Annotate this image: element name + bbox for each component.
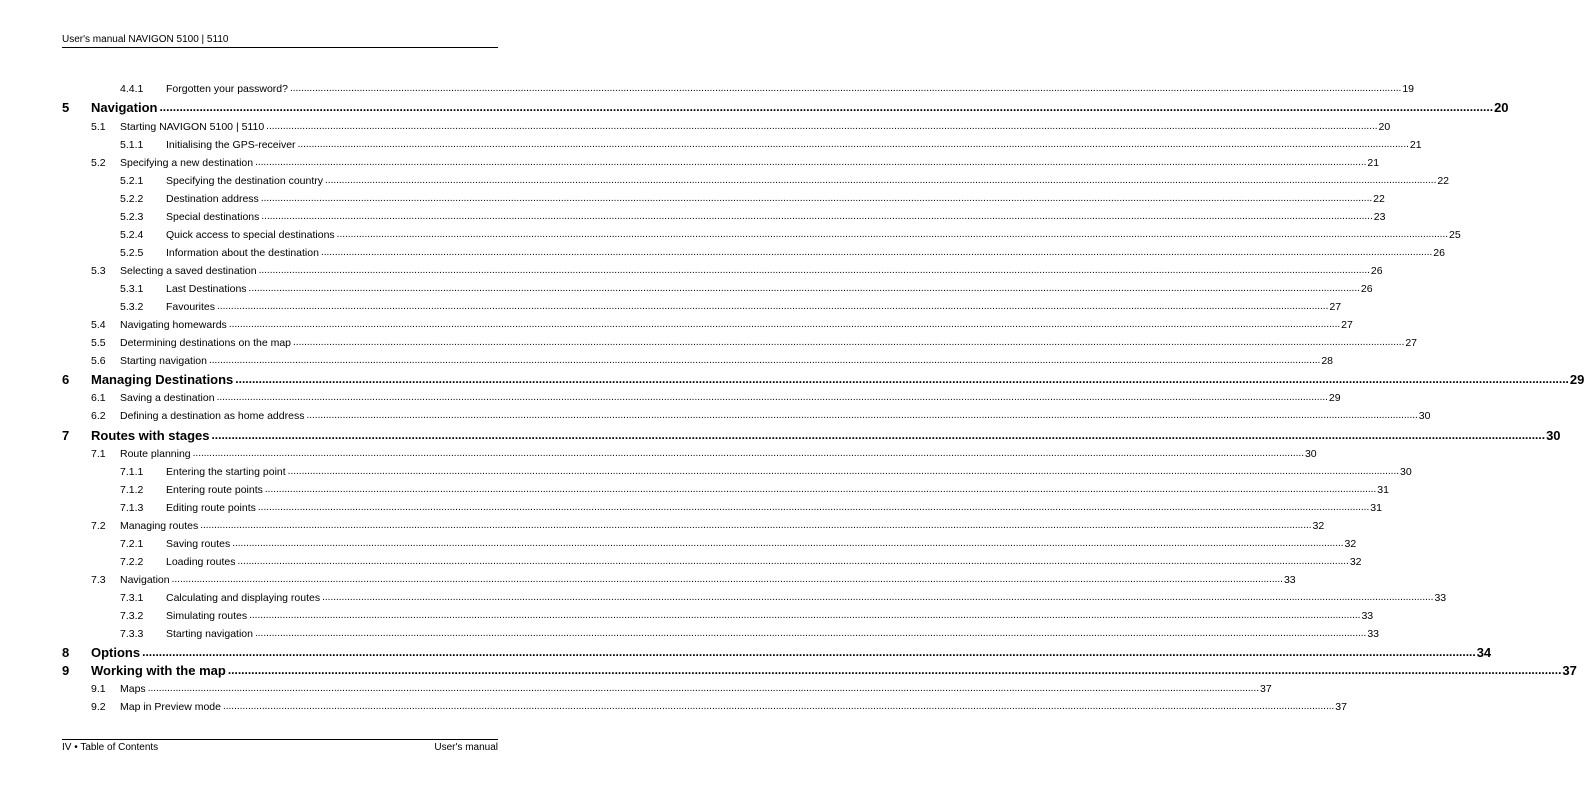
toc-entry-5-3[interactable] — [62, 265, 1383, 278]
toc-entry-title: Starting navigation — [120, 355, 207, 367]
footer-divider — [62, 739, 498, 740]
toc-leader-dots: ................................................................................................................................................................................................................................................................................................................................................................................................................ — [255, 157, 1367, 168]
toc-entry-title: Last Destinations — [166, 283, 247, 295]
toc-leader-dots: ................................................................................................................................................................................................................................................................................................................................................................................................................ — [237, 556, 1349, 567]
toc-leader-dots: ................................................................................................................................................................................................................................................................................................................................................................................................................ — [260, 193, 1373, 204]
toc-leader-dots: ................................................................................................................................................................................................................................................................................................................................................................................................................ — [257, 502, 1370, 513]
toc-entry-number: 7.2 — [91, 520, 106, 532]
toc-entry-6-2[interactable] — [62, 410, 1431, 423]
toc-entry-title: Starting NAVIGON 5100 | 5110 — [120, 121, 265, 133]
toc-entry-5-3-2[interactable] — [62, 301, 1342, 314]
toc-entry-title: Working with the map — [91, 663, 226, 678]
toc-entry-title: Managing Destinations — [91, 372, 234, 387]
toc-entry-9-1[interactable] — [62, 683, 1272, 696]
toc-entry-page: 20 — [1494, 100, 1509, 115]
toc-entry-7-1-3[interactable] — [62, 502, 1382, 515]
toc-leader-dots: ................................................................................................................................................................................................................................................................................................................................................................................................................ — [217, 301, 1329, 312]
toc-entry-7-1-1[interactable] — [62, 466, 1412, 479]
toc-entry-7-3-1[interactable] — [62, 592, 1447, 605]
toc-entry-7-3-3[interactable] — [62, 628, 1379, 641]
toc-entry-number: 6.2 — [91, 410, 106, 422]
toc-entry-page: 21 — [1409, 139, 1422, 151]
toc-entry-title: Selecting a saved destination — [120, 265, 257, 277]
toc-entry-number: 9.2 — [91, 701, 106, 713]
toc-leader-dots: ................................................................................................................................................................................................................................................................................................................................................................................................................ — [228, 319, 1341, 330]
toc-entry-page: 33 — [1361, 610, 1374, 622]
footer-section-label: IV • Table of Contents — [62, 742, 159, 753]
toc-entry-5-6[interactable] — [62, 355, 1333, 368]
toc-entry-title: Quick access to special destinations — [166, 229, 335, 241]
toc-entry-number: 8 — [62, 645, 70, 660]
toc-entry-number: 7.1.2 — [120, 484, 144, 496]
toc-leader-dots: ................................................................................................................................................................................................................................................................................................................................................................................................................ — [306, 410, 1418, 421]
toc-leader-dots: ................................................................................................................................................................................................................................................................................................................................................................................................................ — [147, 683, 1260, 694]
toc-entry-8[interactable] — [62, 645, 1492, 660]
toc-entry-7-2[interactable] — [62, 520, 1325, 533]
toc-entry-number: 7.3.3 — [120, 628, 144, 640]
toc-entry-number: 7.3.1 — [120, 592, 144, 604]
toc-leader-dots: ................................................................................................................................................................................................................................................................................................................................................................................................................ — [249, 610, 1361, 621]
toc-entry-number: 5.2.3 — [120, 211, 144, 223]
toc-entry-number: 5.2.2 — [120, 193, 144, 205]
toc-entry-page: 22 — [1373, 193, 1385, 205]
toc-entry-5-4[interactable] — [62, 319, 1353, 332]
toc-entry-title: Favourites — [166, 301, 216, 313]
toc-entry-number: 7 — [62, 428, 70, 443]
toc-entry-5-2-1[interactable] — [62, 175, 1450, 188]
toc-entry-page: 30 — [1546, 428, 1561, 443]
toc-entry-7-3[interactable] — [62, 574, 1296, 587]
toc-entry-5-1[interactable] — [62, 121, 1391, 134]
toc-leader-dots: ................................................................................................................................................................................................................................................................................................................................................................................................................ — [297, 139, 1409, 150]
toc-entry-number: 7.2.1 — [120, 538, 144, 550]
toc-entry-7-2-1[interactable] — [62, 538, 1357, 551]
toc-entry-title: Calculating and displaying routes — [166, 592, 321, 604]
toc-entry-number: 6.1 — [91, 392, 106, 404]
toc-entry-9[interactable] — [62, 663, 1577, 678]
toc-entry-page: 37 — [1562, 663, 1577, 678]
toc-leader-dots: ................................................................................................................................................................................................................................................................................................................................................................................................................ — [227, 663, 1562, 677]
toc-entry-page: 33 — [1283, 574, 1296, 586]
toc-entry-number: 5.3.2 — [120, 301, 144, 313]
toc-entry-title: Entering the starting point — [166, 466, 286, 478]
toc-entry-page: 25 — [1449, 229, 1461, 241]
toc-entry-6-1[interactable] — [62, 392, 1341, 405]
toc-entry-page: 32 — [1349, 556, 1362, 568]
toc-entry-number: 5.2.1 — [120, 175, 144, 187]
toc-entry-number: 5.2.4 — [120, 229, 144, 241]
toc-entry-title: Options — [91, 645, 141, 660]
toc-entry-title: Determining destinations on the map — [120, 337, 292, 349]
toc-entry-title: Starting navigation — [166, 628, 253, 640]
toc-entry-5-3-1[interactable] — [62, 283, 1373, 296]
toc-entry-page: 22 — [1437, 175, 1450, 187]
running-header: User's manual NAVIGON 5100 | 5110 — [62, 34, 229, 45]
toc-entry-number: 4.4.1 — [120, 83, 144, 95]
toc-entry-7-3-2[interactable] — [62, 610, 1374, 623]
toc-entry-number: 5 — [62, 100, 70, 115]
toc-entry-number: 9 — [62, 663, 70, 678]
toc-entry-4-4-1[interactable] — [62, 83, 1414, 96]
toc-entry-7-1-2[interactable] — [62, 484, 1389, 497]
toc-entry-6[interactable] — [62, 372, 1584, 387]
toc-entry-title: Forgotten your password? — [166, 83, 288, 95]
toc-entry-page: 28 — [1321, 355, 1333, 367]
toc-entry-5-2-5[interactable] — [62, 247, 1445, 260]
toc-entry-page: 30 — [1418, 410, 1431, 422]
toc-entry-page: 26 — [1433, 247, 1445, 259]
toc-entry-title: Initialising the GPS-receiver — [166, 139, 296, 151]
toc-entry-page: 31 — [1377, 484, 1389, 496]
toc-entry-9-2[interactable] — [62, 701, 1347, 714]
toc-entry-7-1[interactable] — [62, 448, 1317, 461]
toc-entry-page: 30 — [1304, 448, 1317, 460]
toc-entry-number: 5.1 — [91, 121, 106, 133]
toc-entry-page: 26 — [1360, 283, 1373, 295]
toc-entry-number: 5.6 — [91, 355, 106, 367]
toc-entry-number: 7.1.1 — [120, 466, 144, 478]
toc-entry-title: Map in Preview mode — [120, 701, 221, 713]
toc-leader-dots: ................................................................................................................................................................................................................................................................................................................................................................................................................ — [211, 428, 1546, 442]
toc-leader-dots: ................................................................................................................................................................................................................................................................................................................................................................................................................ — [258, 265, 1370, 276]
toc-entry-5-5[interactable] — [62, 337, 1418, 350]
toc-entry-page: 30 — [1400, 466, 1412, 478]
toc-leader-dots: ................................................................................................................................................................................................................................................................................................................................................................................................................ — [192, 448, 1304, 459]
toc-entry-number: 5.1.1 — [120, 139, 144, 151]
toc-entry-page: 33 — [1367, 628, 1379, 640]
toc-leader-dots: ................................................................................................................................................................................................................................................................................................................................................................................................................ — [216, 392, 1328, 403]
toc-leader-dots: ................................................................................................................................................................................................................................................................................................................................................................................................................ — [171, 574, 1283, 585]
toc-entry-number: 7.2.2 — [120, 556, 144, 568]
toc-entry-5[interactable] — [62, 100, 1509, 115]
toc-entry-page: 27 — [1329, 301, 1342, 313]
toc-leader-dots: ................................................................................................................................................................................................................................................................................................................................................................................................................ — [325, 175, 1437, 186]
toc-entry-page: 32 — [1344, 538, 1357, 550]
toc-entry-title: Special destinations — [166, 211, 260, 223]
toc-entry-title: Route planning — [120, 448, 191, 460]
toc-entry-page: 26 — [1370, 265, 1383, 277]
toc-entry-7-2-2[interactable] — [62, 556, 1362, 569]
toc-leader-dots: ................................................................................................................................................................................................................................................................................................................................................................................................................ — [248, 283, 1360, 294]
toc-entry-number: 5.4 — [91, 319, 106, 331]
toc-leader-dots: ................................................................................................................................................................................................................................................................................................................................................................................................................ — [336, 229, 1448, 240]
toc-leader-dots: ................................................................................................................................................................................................................................................................................................................................................................................................................ — [142, 645, 1476, 659]
toc-entry-number: 7.3.2 — [120, 610, 144, 622]
toc-entry-title: Simulating routes — [166, 610, 248, 622]
toc-entry-page: 34 — [1476, 645, 1492, 660]
toc-leader-dots: ................................................................................................................................................................................................................................................................................................................................................................................................................ — [261, 211, 1373, 222]
toc-entry-title: Defining a destination as home address — [120, 410, 305, 422]
toc-leader-dots: ................................................................................................................................................................................................................................................................................................................................................................................................................ — [254, 628, 1367, 639]
toc-entry-title: Navigation — [91, 100, 158, 115]
toc-leader-dots: ................................................................................................................................................................................................................................................................................................................................................................................................................ — [232, 538, 1344, 549]
toc-leader-dots: ................................................................................................................................................................................................................................................................................................................................................................................................................ — [159, 100, 1494, 114]
toc-entry-number: 5.5 — [91, 337, 106, 349]
toc-entry-number: 5.2 — [91, 157, 106, 169]
toc-entry-page: 29 — [1569, 372, 1584, 387]
toc-entry-page: 37 — [1260, 683, 1272, 695]
toc-entry-page: 27 — [1405, 337, 1418, 349]
toc-entry-title: Specifying a new destination — [120, 157, 254, 169]
toc-entry-title: Editing route points — [166, 502, 256, 514]
toc-entry-title: Saving routes — [166, 538, 231, 550]
toc-entry-title: Routes with stages — [91, 428, 210, 443]
toc-entry-page: 23 — [1373, 211, 1386, 223]
toc-entry-number: 7.1.3 — [120, 502, 144, 514]
toc-entry-page: 32 — [1312, 520, 1325, 532]
toc-entry-5-2-2[interactable] — [62, 193, 1385, 206]
toc-entry-number: 9.1 — [91, 683, 106, 695]
toc-entry-page: 20 — [1378, 121, 1391, 133]
toc-entry-title: Destination address — [166, 193, 259, 205]
toc-entry-title: Navigation — [120, 574, 170, 586]
toc-leader-dots: ................................................................................................................................................................................................................................................................................................................................................................................................................ — [200, 520, 1312, 531]
toc-entry-number: 5.2.5 — [120, 247, 144, 259]
toc-leader-dots: ................................................................................................................................................................................................................................................................................................................................................................................................................ — [264, 484, 1377, 495]
toc-entry-title: Managing routes — [120, 520, 199, 532]
toc-entry-title: Specifying the destination country — [166, 175, 324, 187]
toc-entry-page: 37 — [1335, 701, 1347, 713]
toc-entry-title: Saving a destination — [120, 392, 215, 404]
toc-leader-dots: ................................................................................................................................................................................................................................................................................................................................................................................................................ — [289, 83, 1402, 94]
toc-leader-dots: ................................................................................................................................................................................................................................................................................................................................................................................................................ — [320, 247, 1433, 258]
toc-leader-dots: ................................................................................................................................................................................................................................................................................................................................................................................................................ — [293, 337, 1405, 348]
toc-entry-number: 7.3 — [91, 574, 106, 586]
toc-entry-5-2-3[interactable] — [62, 211, 1386, 224]
toc-entry-page: 29 — [1328, 392, 1341, 404]
footer-manual-label: User's manual — [434, 742, 498, 753]
toc-entry-page: 33 — [1434, 592, 1447, 604]
toc-entry-title: Navigating homewards — [120, 319, 227, 331]
toc-entry-number: 5.3.1 — [120, 283, 144, 295]
toc-entry-page: 27 — [1341, 319, 1353, 331]
toc-leader-dots: ................................................................................................................................................................................................................................................................................................................................................................................................................ — [322, 592, 1434, 603]
toc-entry-5-2[interactable] — [62, 157, 1380, 170]
toc-leader-dots: ................................................................................................................................................................................................................................................................................................................................................................................................................ — [235, 372, 1569, 386]
toc-leader-dots: ................................................................................................................................................................................................................................................................................................................................................................................................................ — [266, 121, 1378, 132]
toc-entry-number: 6 — [62, 372, 70, 387]
toc-entry-number: 5.3 — [91, 265, 106, 277]
toc-entry-7[interactable] — [62, 428, 1561, 443]
toc-entry-title: Entering route points — [166, 484, 263, 496]
toc-entry-5-1-1[interactable] — [62, 139, 1422, 152]
toc-entry-page: 19 — [1402, 83, 1414, 95]
toc-entry-number: 7.1 — [91, 448, 106, 460]
toc-leader-dots: ................................................................................................................................................................................................................................................................................................................................................................................................................ — [208, 355, 1321, 366]
toc-entry-page: 21 — [1367, 157, 1380, 169]
toc-leader-dots: ................................................................................................................................................................................................................................................................................................................................................................................................................ — [287, 466, 1399, 477]
toc-entry-page: 31 — [1370, 502, 1382, 514]
toc-entry-title: Maps — [120, 683, 146, 695]
toc-leader-dots: ................................................................................................................................................................................................................................................................................................................................................................................................................ — [222, 701, 1335, 712]
toc-entry-title: Loading routes — [166, 556, 236, 568]
toc-entry-title: Information about the destination — [166, 247, 319, 259]
toc-entry-5-2-4[interactable] — [62, 229, 1461, 242]
